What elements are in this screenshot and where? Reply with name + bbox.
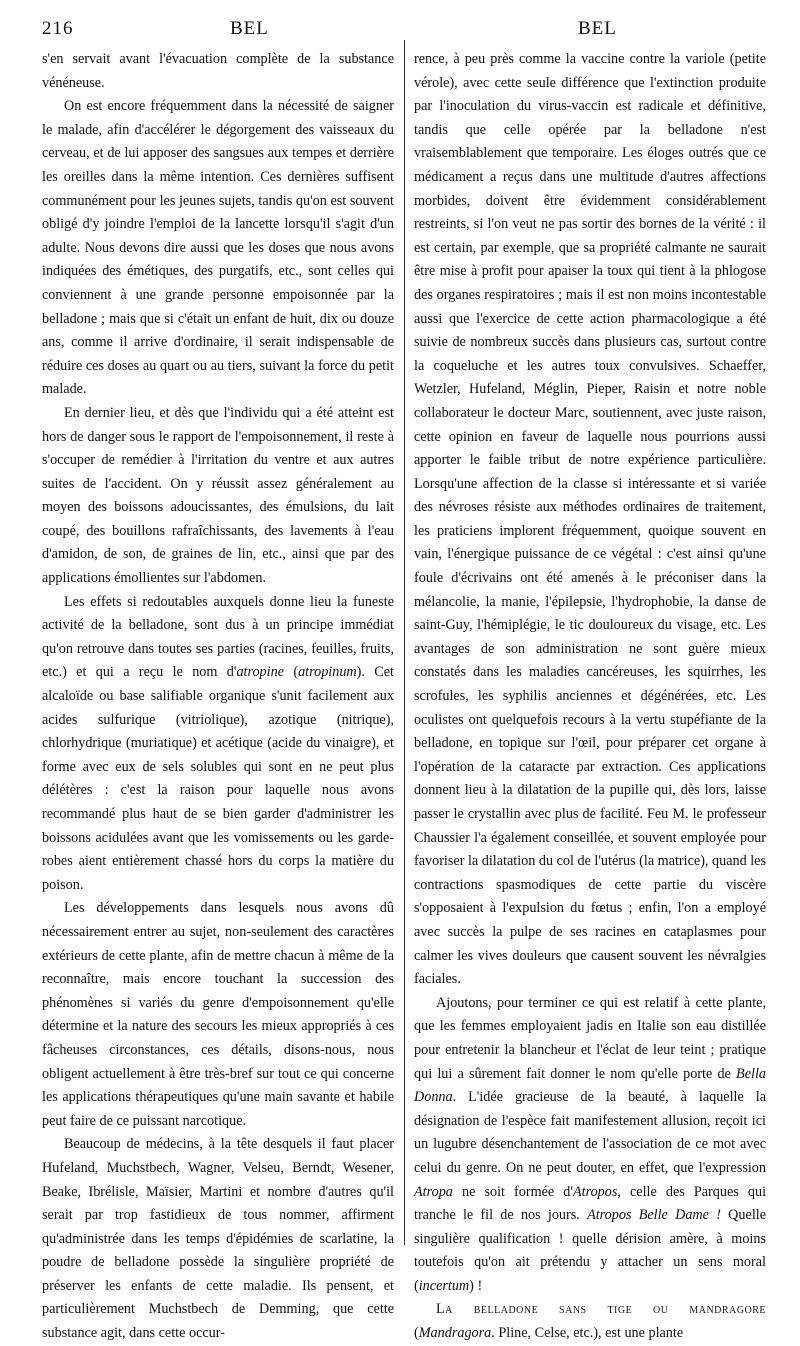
paragraph: Les effets si redoutables auxquels donne lieu la funeste activité de la belladone, sont dus à un principe immédiat qu'on retrouve dans toutes ses parties (racines, feuilles, fruits, etc.) et qui a reçu le nom d'atropine (atropinum). Cet alcaloïde ou base salifiable organique s'unit facilement aux acides sulfurique (vitriolique), azotique (nitrique), chlorhydrique (muriatique) et acétique (acide du vinaigre), et forme avec eux de sels solubles qui sont en ne peut plus délétères : c'est la raison pour laquelle nous avons recommandé plus haut de se bien garder d'administrer les boissons acidulées avant que les vomissements ou les garde-robes aient entièrement chassé hors du corps la matière du poison.: [42, 593, 394, 893]
paragraph: On est encore fréquemment dans la nécessité de saigner le malade, afin d'accélérer le dégorgement des vaisseaux du cerveau, et de lui apposer des sangsues aux tempes et derrière les oreilles dans la même intention. Ces dernières suffisent communément pour les jeunes sujets, tandis qu'on est souvent obligé d'y joindre l'emploi de la lancette lorsqu'il s'agit d'un adulte. Nous devons dire aussi que les doses que nous avons indiquées des émétiques, des purgatifs, etc., sont celles qui conviennent à une grande personne empoisonnée par la belladone ; mais que si c'était un enfant de huit, dix ou douze ans, comme il arrive d'ordinaire, il serait indispensable de réduire ces doses au quart ou au tiers, suivant la force du petit malade.: [42, 98, 394, 398]
right-column: [414, 48, 766, 1346]
paragraph: s'en servait avant l'évacuation complète de la substance vénéneuse.: [42, 51, 394, 91]
paragraph: Ajoutons, pour terminer ce qui est relatif à cette plante, que les femmes employaient jadis en Italie son eau distillée pour entretenir la blancheur et l'éclat de leur teint ; pratique qui lui a sûrement fait donner le nom qu'elle porte de Bella Donna. L'idée gracieuse de la beauté, à laquelle la désignation de l'espèce fait manifestement allusion, reçoit ici un lugubre désenchantement de l'association de ce mot avec celui du genre. On ne peut douter, en effet, que l'expression Atropa ne soit formée d'Atropos, celle des Parques qui tranche le fil de nos jours. Atropos Belle Dame ! Quelle singulière qualification ! quelle dérision amère, à moins toutefois qu'on ait prétendu y attacher un sens moral (incertum) !: [414, 994, 767, 1294]
paragraph: La belladone sans tige ou mandragore (Mandragora. Pline, Celse, etc.), est une plante: [414, 1301, 766, 1342]
paragraph: Les développements dans lesquels nous avons dû nécessairement entrer au sujet, non-seulement des caractères extérieurs de cette plante, afin de mettre chacun à même de la reconnaître, mais encore touchant la succession des phénomènes si variés du genre d'empoisonnement qu'elle détermine et la nature des secours les mieux appropriés à ces fâcheuses circonstances, ces détails, disons-nous, nous obligent actuellement à être très-bref sur tout ce qui concerne les applications thérapeutiques qu'une main savante et habile peut faire de ce puissant narcotique.: [42, 900, 394, 1129]
paragraph: En dernier lieu, et dès que l'individu qui a été atteint est hors de danger sous le rapport de l'empoisonnement, il reste à s'occuper de remédier à l'irritation du ventre et aux autres suites de l'accident. On y réussit assez généralement au moyen des boissons adoucissantes, des émulsions, du lait coupé, des bouillons rafraîchissants, des lavements à l'eau d'amidon, de son, de graines de lin, etc., ainsi que par des applications émollientes sur l'abdomen.: [42, 404, 394, 587]
paragraph: rence, à peu près comme la vaccine contre la variole (petite vérole), avec cette seule différence que l'extinction produite par l'inoculation du virus-vaccin est radicale et définitive, tandis que celle opérée par la belladone n'est vraisemblablement que temporaire. Les éloges outrés que ce médicament a reçus dans une multitude d'autres affections morbides, doivent être évidemment considérablement restreints, si l'on veut ne pas sortir des bornes de la vérité : il est certain, par exemple, que sa propriété calmante ne saurait être mise à profit pour apaiser la toux qui tient à la phlogose des organes respiratoires ; mais il est non moins incontestable aussi que l'exercice de cette action pharmacologique a été suivie de nombreux succès dans plusieurs cas, surtout contre la coqueluche et les autres toux convulsives. Schaeffer, Wetzler, Hufeland, Méglin, Pieper, Raisin et notre noble collaborateur le docteur Marc, soutiennent, avec juste raison, cette opinion en faveur de laquelle nous pourrions aussi apporter le faible tribut de notre expérience particulière. Lorsqu'une affection de la classe si intéressante et si variée des névroses résiste aux méthodes ordinaires de traitement, les praticiens implorent fréquemment, quoique souvent en vain, l'énergique puissance de ce végétal : c'est ainsi qu'une foule d'écrivains ont été amenés à le préconiser dans la mélancolie, la manie, l'épilepsie, l'hydrophobie, la danse de saint-Guy, l'hémiplégie, le tic douloureux du visage, etc. Les avantages de son administration ne sont guère mieux constatés dans les maladies cancéreuses, les squirrhes, les scrofules, les syphilis anciennes et dégénérées, etc. Les oculistes ont quelquefois recours à la vertu stupéfiante de la belladone, en topique sur l'œil, pour préparer cet organe à l'opération de la cataracte par extraction. Ces applications donnent lieu à la dilatation de la pupille qui, dès lors, laisse passer le crystallin avec plus de facilité. Feu M. le professeur Chaussier l'a également conseillée, et souvent employée pour favoriser la dilatation du col de l'utérus (la matrice), quand les contractions spasmodiques de cette partie du viscère s'opposaient à l'expulsion du fœtus ; enfin, l'on a employé avec succès la pulpe de ses racines en cataplasmes pour calmer les vives douleurs que causent souvent les névralgies faciales.: [414, 51, 766, 988]
paragraph: Beaucoup de médecins, à la tête desquels il faut placer Hufeland, Muchstbech, Wagner, Velseu, Berndt, Wesener, Beake, Ibrélisle, Maïsier, Martini et nombre d'autres qu'il serait par trop fastidieux de tous nommer, affirment qu'administrée dans les temps d'épidémies de scarlatine, la poudre de belladone possède la singulière propriété de préserver les enfants de cette maladie. Ils pensent, et particulièrement Muchstbech de Demming, que cette substance agit, dans cette occur-: [42, 1136, 394, 1342]
left-running-title: BEL: [230, 18, 269, 39]
page-number: 216: [42, 18, 74, 39]
column-divider: [404, 40, 405, 1245]
left-column: [42, 48, 394, 1346]
right-running-title: BEL: [578, 18, 617, 39]
